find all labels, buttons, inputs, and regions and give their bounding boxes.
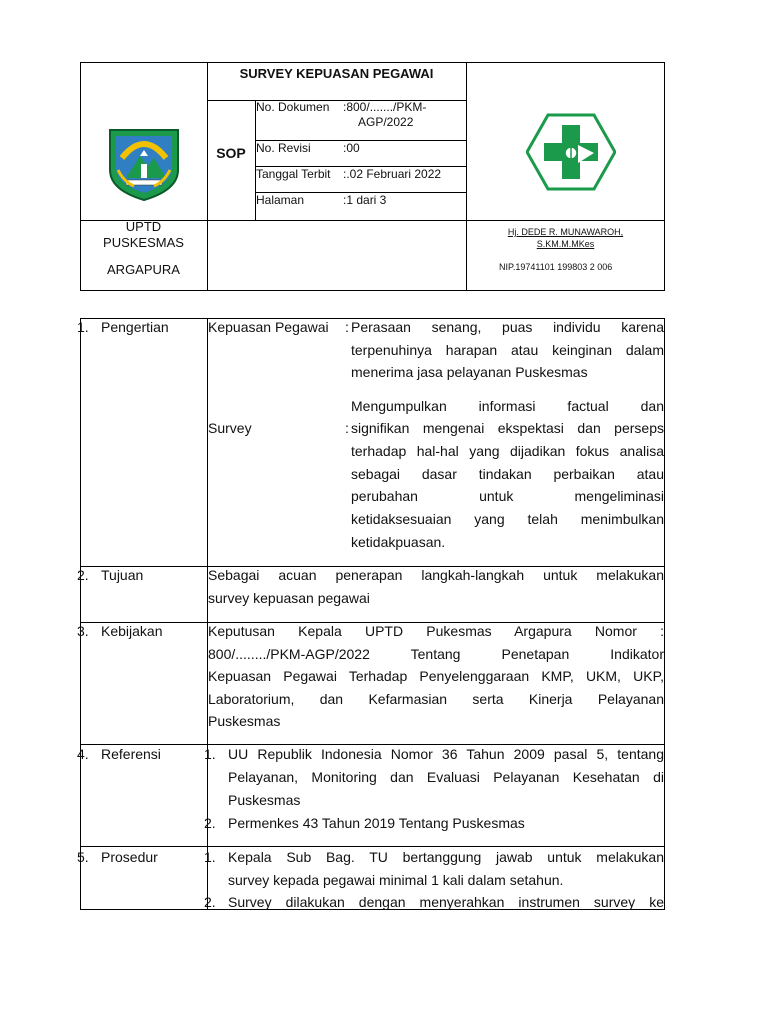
def-1-line-2: terpenuhinya harapan atau keinginan dalam (351, 342, 664, 358)
signer-line-2: S.KM.M.MKes (536, 239, 595, 249)
issue-date-value: :.02 Februari 2022 (343, 167, 442, 181)
section-4-number: 4. (77, 746, 89, 762)
regional-crest-icon (104, 124, 184, 202)
org-name (80, 219, 207, 251)
section-1-number: 1. (77, 319, 89, 335)
revision-value: :00 (343, 141, 360, 155)
prosedur-item-2-number: 2. (204, 894, 216, 910)
def-2-line-5: perubahan untuk mengeliminasi (351, 488, 664, 504)
kebijakan-line-1: Keputusan Kepala UPTD Pukesmas Argapura Nomor : (208, 623, 664, 639)
section-3-number: 3. (77, 623, 89, 639)
doc-number-label: No. Dokumen (256, 100, 330, 114)
referensi-item-1-number: 1. (204, 746, 216, 762)
prosedur-item-1-number: 1. (204, 849, 216, 865)
org-location: ARGAPURA (107, 262, 180, 277)
section-3-title: Kebijakan (101, 623, 163, 639)
section-5-title: Prosedur (101, 849, 158, 865)
prosedur-item-1-line-1: Kepala Sub Bag. TU bertanggung jawab untuk melakukan (228, 849, 664, 865)
def-2-line-3: terhadap hal-hal yang dijadikan fokus analisa (351, 443, 664, 459)
referensi-item-1-line-1: UU Republik Indonesia Nomor 36 Tahun 2009 pasal 5, tentang (228, 746, 664, 762)
org-line-2: PUSKESMAS (103, 235, 184, 250)
signer-name (467, 226, 664, 250)
def-2-line-4: sebagai dasar tindakan perbaikan atau (351, 466, 664, 482)
def-2-line-6: ketidaksesuaian yang telah menimbulkan (351, 511, 664, 527)
def-1-line-1: Perasaan senang, puas individu karena (351, 319, 664, 335)
kebijakan-line-4: Laboratorium, dan Kefarmasian serta Kinerja Pelayanan (208, 691, 664, 707)
doc-number-value: :800/......./PKM- (343, 100, 427, 114)
kebijakan-line-2: 800/......../PKM-AGP/2022 Tentang Penetapan Indikator (208, 646, 664, 662)
def-2-line-1: Mengumpulkan informasi factual dan (351, 398, 664, 414)
page-label: Halaman (256, 193, 305, 207)
sop-label: SOP (216, 145, 246, 161)
kebijakan-line-3: Kepuasan Pegawai Terhadap Penyelenggaraan KMP, UKM, UKP, (208, 668, 664, 684)
referensi-item-1-line-3: Puskesmas (228, 792, 301, 808)
tujuan-line-1: Sebagai acuan penerapan langkah-langkah untuk melakukan (208, 567, 664, 583)
referensi-item-2-line-1: Permenkes 43 Tahun 2019 Tentang Puskesmas (228, 815, 525, 831)
section-2-title: Tujuan (101, 567, 144, 583)
tujuan-line-2: survey kepuasan pegawai (208, 590, 370, 606)
term-1-colon: : (345, 319, 349, 335)
page-value: :1 dari 3 (343, 193, 387, 207)
term-2-colon: : (345, 420, 349, 436)
def-1-line-3: menerima jasa pelayanan Puskesmas (351, 364, 588, 380)
document-title: SURVEY KEPUASAN PEGAWAI (239, 66, 434, 81)
referensi-item-1-line-2: Pelayanan, Monitoring dan Evaluasi Pelayanan Kesehatan di (228, 769, 664, 785)
term-survey: Survey (208, 420, 252, 436)
signer-line-1: Hj. DEDE R. MUNAWAROH, (507, 227, 624, 237)
org-line-1: UPTD (125, 219, 162, 234)
prosedur-item-1-line-2: survey kepada pegawai minimal 1 kali dalam setahun. (228, 872, 564, 888)
revision-label: No. Revisi (256, 141, 311, 155)
term-kepuasan-pegawai: Kepuasan Pegawai (208, 319, 329, 335)
issue-date-label: Tanggal Terbit (256, 167, 331, 181)
doc-number-value-cont: AGP/2022 (358, 115, 414, 129)
referensi-item-2-number: 2. (204, 815, 216, 831)
section-1-title: Pengertian (101, 319, 169, 335)
section-2-number: 2. (77, 567, 89, 583)
section-4-title: Referensi (101, 746, 161, 762)
prosedur-item-2-line-1: Survey dilakukan dengan menyerahkan instrumen survey ke (228, 894, 664, 910)
kebijakan-line-5: Puskesmas (208, 713, 281, 729)
puskesmas-logo-icon (526, 113, 616, 191)
signer-nip: NIP.19741101 199803 2 006 (499, 262, 613, 272)
def-2-line-2: signifikan mengenai ekspektasi dan perseps (351, 420, 664, 436)
section-5-number: 5. (77, 849, 89, 865)
def-2-line-7: ketidakpuasan. (351, 534, 446, 550)
